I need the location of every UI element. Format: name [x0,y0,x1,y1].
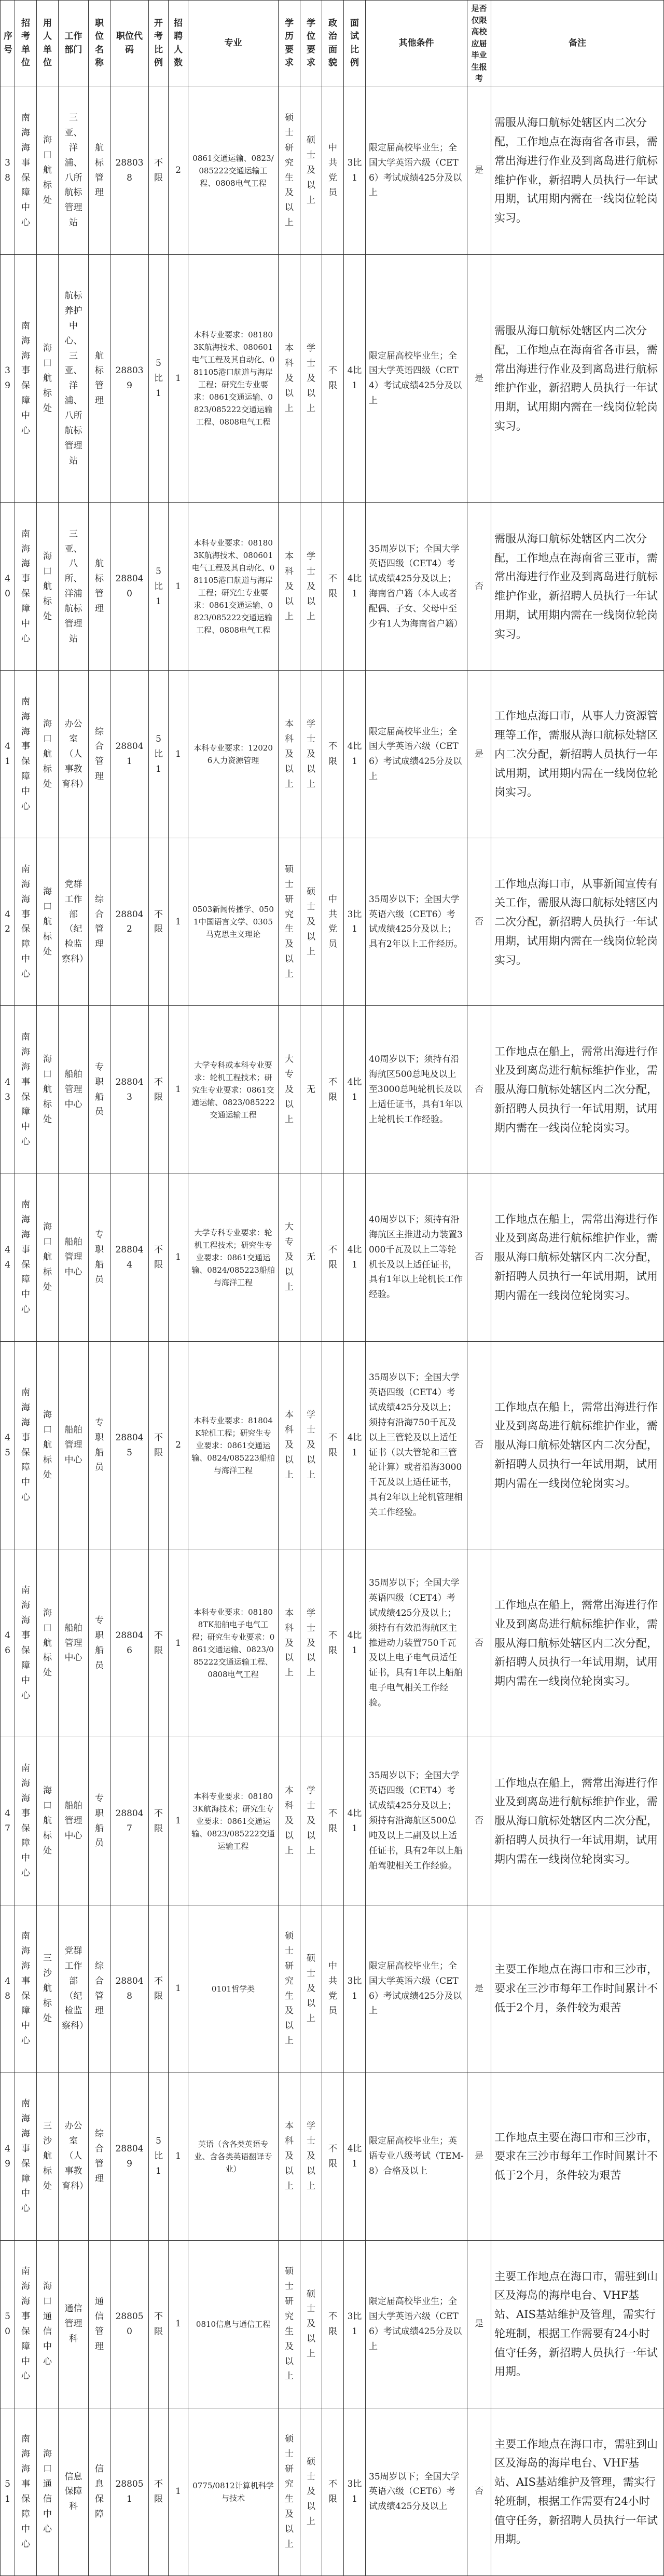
code-cell: 288038 [110,87,149,254]
dept-cell: 办公室（人事教育科） [59,671,89,838]
fresh-graduate-cell: 否 [467,1737,491,1905]
interview-ratio-cell: 4比1 [344,254,366,503]
interview-ratio-cell: 4比1 [344,671,366,838]
politics-cell: 不限 [322,1174,344,1341]
other-conditions-cell: 限定届高校毕业生；全国大学英语六级（CET6）考试成绩425分及以上 [366,2240,467,2408]
fresh-graduate-cell: 否 [467,503,491,671]
count-cell: 1 [169,838,188,1006]
header-cell: 面试比例 [344,1,366,87]
remark-cell: 工作地点在船上，需常出海进行作业及到离岛进行航标维护作业，需服从海口航标处辖区内二次分配，新招聘人员执行一年试用期，试用期内需在一线岗位轮岗实习。 [491,1341,664,1549]
other-conditions-cell: 35周岁以下；全国大学英语四级（CET4）考试成绩425分及以上；须持有有效沿海航区主推进动力装置750千瓦及以上电子电气员适任证书，具有1年以上船舶电子电气相关工作经验。 [366,1549,467,1737]
code-cell: 288047 [110,1737,149,1905]
dept-cell: 党群工作部（纪检监察科） [59,1905,89,2073]
code-cell: 288042 [110,838,149,1006]
dept-cell: 船舶管理中心 [59,1341,89,1549]
table-row [1,1174,664,1341]
count-cell: 1 [169,1737,188,1905]
ratio-cell: 5比1 [149,503,169,671]
header-cell: 学位要求 [300,1,322,87]
count-cell: 1 [169,2073,188,2240]
code-cell: 288041 [110,671,149,838]
seq-cell: 41 [1,671,15,838]
other-conditions-cell: 限定届高校毕业生；全国大学英语六级（CET6）考试成绩425分及以上 [366,671,467,838]
interview-ratio-cell: 4比1 [344,1737,366,1905]
dept-cell: 通信管理科 [59,2240,89,2408]
unit-cell: 南海海事保障中心 [15,2240,37,2408]
interview-ratio-cell: 3比1 [344,2408,366,2575]
politics-cell: 不限 [322,1006,344,1174]
seq-cell: 48 [1,1905,15,2073]
interview-ratio-cell: 4比1 [344,1174,366,1341]
ratio-cell: 不限 [149,1341,169,1549]
major-cell: 0810信息与通信工程 [188,2240,279,2408]
fresh-graduate-cell: 否 [467,1006,491,1174]
seq-cell: 49 [1,2073,15,2240]
seq-cell: 44 [1,1174,15,1341]
position-cell: 专职船员 [89,1341,110,1549]
fresh-graduate-cell: 否 [467,1341,491,1549]
other-conditions-cell: 限定届高校毕业生；英语专业八级考试（TEM-8）合格及以上 [366,2073,467,2240]
dept-cell: 办公室（人事教育科） [59,2073,89,2240]
fresh-graduate-cell: 否 [467,1549,491,1737]
politics-cell: 不限 [322,1549,344,1737]
remark-cell: 主要工作地点在海口市，需驻到山区及海岛的海岸电台、VHF基站、AIS基站维护及管理，需实行轮班制，根据工作需要有24小时值守任务，新招聘人员执行一年试用期。 [491,2408,664,2575]
other-conditions-cell: 35周岁以下；全国大学英语六级（CET6）考试成绩425分及以上；具有2年以上工作经历。 [366,838,467,1006]
major-cell: 本科专业要求：81804K轮机工程；研究生专业要求：0861交通运输、0824/085223船舶与海洋工程 [188,1341,279,1549]
count-cell: 2 [169,1341,188,1549]
header-cell: 招聘人数 [169,1,188,87]
major-cell: 0861交通运输、0823/085222交通运输工程、0808电气工程 [188,87,279,254]
education-cell: 硕士研究生及以上 [279,838,300,1006]
politics-cell: 不限 [322,2408,344,2575]
code-cell: 288051 [110,2408,149,2575]
header-cell: 序号 [1,1,15,87]
politics-cell: 中共党员 [322,838,344,1006]
ratio-cell: 不限 [149,2240,169,2408]
degree-cell: 学士及以上 [300,671,322,838]
interview-ratio-cell: 4比1 [344,1549,366,1737]
header-cell: 职位代码 [110,1,149,87]
table-row [1,87,664,254]
code-cell: 288049 [110,2073,149,2240]
unit-cell: 南海海事保障中心 [15,2073,37,2240]
interview-ratio-cell: 4比1 [344,2073,366,2240]
education-cell: 本科及以上 [279,671,300,838]
employer-cell: 海口航标处 [37,1174,59,1341]
interview-ratio-cell: 3比1 [344,1905,366,2073]
count-cell: 1 [169,1905,188,2073]
degree-cell: 无 [300,1174,322,1341]
major-cell: 大学专科或本科专业要求：轮机工程技术；研究生专业要求：0861交通运输、0823/085222交通运输工程 [188,1006,279,1174]
education-cell: 硕士研究生及以上 [279,2408,300,2575]
seq-cell: 47 [1,1737,15,1905]
fresh-graduate-cell: 否 [467,2408,491,2575]
politics-cell: 不限 [322,2240,344,2408]
position-cell: 专职船员 [89,1006,110,1174]
politics-cell: 不限 [322,671,344,838]
ratio-cell: 不限 [149,1905,169,2073]
politics-cell: 不限 [322,503,344,671]
education-cell: 硕士研究生及以上 [279,1905,300,2073]
position-cell: 综合管理 [89,2073,110,2240]
major-cell: 0101哲学类 [188,1905,279,2073]
dept-cell: 三亚、八所、洋浦航标管理站 [59,503,89,671]
header-cell: 其他条件 [366,1,467,87]
education-cell: 本科及以上 [279,2073,300,2240]
seq-cell: 40 [1,503,15,671]
dept-cell: 信息保障科 [59,2408,89,2575]
position-cell: 综合管理 [89,671,110,838]
remark-cell: 工作地点海口市，从事人力资源管理等工作，需服从海口航标处辖区内二次分配，新招聘人员执行一年试用期，试用期内需在一线岗位轮岗实习。 [491,671,664,838]
fresh-graduate-cell: 是 [467,1905,491,2073]
remark-cell: 需服从海口航标处辖区内二次分配，工作地点在海南省三亚市，需常出海进行作业及到离岛进行航标维护作业，新招聘人员执行一年试用期，试用期内需在一线岗位轮岗实习。 [491,503,664,671]
degree-cell: 学士及以上 [300,1737,322,1905]
employer-cell: 海口航标处 [37,87,59,254]
other-conditions-cell: 40周岁以下；须持有沿海航区主推进动力装置3000千瓦及以上二等轮机长及以上适任证书，具有1年以上轮机长工作经验。 [366,1174,467,1341]
seq-cell: 39 [1,254,15,503]
education-cell: 本科及以上 [279,1737,300,1905]
header-row [1,1,664,87]
education-cell: 本科及以上 [279,1341,300,1549]
seq-cell: 45 [1,1341,15,1549]
unit-cell: 南海海事保障中心 [15,503,37,671]
other-conditions-cell: 限定届高校毕业生；全国大学英语四级（CET4）考试成绩425分及以上 [366,254,467,503]
employer-cell: 海口航标处 [37,503,59,671]
table-row [1,1905,664,2073]
remark-cell: 工作地点在船上，需常出海进行作业及到离岛进行航标维护作业，需服从海口航标处辖区内二次分配，新招聘人员执行一年试用期，试用期内需在一线岗位轮岗实习。 [491,1549,664,1737]
table-row [1,1006,664,1174]
table-row [1,2073,664,2240]
seq-cell: 51 [1,2408,15,2575]
header-cell: 工作部门 [59,1,89,87]
employer-cell: 三沙航标处 [37,2073,59,2240]
dept-cell: 船舶管理中心 [59,1737,89,1905]
code-cell: 288046 [110,1549,149,1737]
ratio-cell: 不限 [149,87,169,254]
degree-cell: 硕士及以上 [300,1905,322,2073]
employer-cell: 海口航标处 [37,254,59,503]
fresh-graduate-cell: 是 [467,671,491,838]
dept-cell: 船舶管理中心 [59,1006,89,1174]
position-cell: 专职船员 [89,1174,110,1341]
education-cell: 大专及以上 [279,1174,300,1341]
other-conditions-cell: 35周岁以下；全国大学英语四级（CET4）考试成绩425分及以上；海南省户籍（本人或者配偶、子女、父母中至少有1人为海南省户籍） [366,503,467,671]
position-cell: 信息保障 [89,2408,110,2575]
ratio-cell: 不限 [149,838,169,1006]
employer-cell: 海口航标处 [37,1006,59,1174]
unit-cell: 南海海事保障中心 [15,254,37,503]
other-conditions-cell: 40周岁以下；须持有沿海航区500总吨及以上至3000总吨轮机长及以上适任证书，具有1年以上轮机长工作经验。 [366,1006,467,1174]
degree-cell: 硕士及以上 [300,87,322,254]
interview-ratio-cell: 3比1 [344,838,366,1006]
interview-ratio-cell: 4比1 [344,503,366,671]
other-conditions-cell: 35周岁以下；全国大学英语四级（CET4）考试成绩425分及以上；须持有沿海750千瓦及以上三管轮及以上适任证书（以大管轮和三管轮计算）或者沿海3000千瓦及以上适任证书，具有2年以上轮机管理相关工作经验。 [366,1341,467,1549]
seq-cell: 46 [1,1549,15,1737]
interview-ratio-cell: 3比1 [344,2240,366,2408]
header-cell: 用人单位 [37,1,59,87]
code-cell: 288044 [110,1174,149,1341]
seq-cell: 50 [1,2240,15,2408]
ratio-cell: 不限 [149,1174,169,1341]
position-cell: 综合管理 [89,838,110,1006]
dept-cell: 航标养护中心、三亚、洋浦、八所航标管理站 [59,254,89,503]
degree-cell: 硕士及以上 [300,2240,322,2408]
dept-cell: 船舶管理中心 [59,1174,89,1341]
count-cell: 1 [169,1174,188,1341]
remark-cell: 工作地点在船上，需常出海进行作业及到离岛进行航标维护作业，需服从海口航标处辖区内二次分配，新招聘人员执行一年试用期，试用期内需在一线岗位轮岗实习。 [491,1737,664,1905]
politics-cell: 中共党员 [322,1905,344,2073]
table-row [1,2240,664,2408]
code-cell: 288039 [110,254,149,503]
employer-cell: 海口航标处 [37,671,59,838]
count-cell: 1 [169,1549,188,1737]
position-cell: 综合管理 [89,1905,110,2073]
ratio-cell: 不限 [149,1549,169,1737]
table-row [1,503,664,671]
unit-cell: 南海海事保障中心 [15,1174,37,1341]
unit-cell: 南海海事保障中心 [15,1549,37,1737]
header-cell: 招考单位 [15,1,37,87]
politics-cell: 不限 [322,254,344,503]
major-cell: 本科专业要求：081808TK船舶电子电气工程；研究生专业要求：0861交通运输、0823/085222交通运输工程、0808电气工程 [188,1549,279,1737]
unit-cell: 南海海事保障中心 [15,1341,37,1549]
ratio-cell: 5比1 [149,2073,169,2240]
code-cell: 288040 [110,503,149,671]
count-cell: 1 [169,671,188,838]
count-cell: 1 [169,2408,188,2575]
fresh-graduate-cell: 是 [467,2073,491,2240]
education-cell: 本科及以上 [279,254,300,503]
major-cell: 0503新闻传播学、0501中国语言文学、0305马克思主义理论 [188,838,279,1006]
position-cell: 航标管理 [89,503,110,671]
count-cell: 1 [169,1006,188,1174]
education-cell: 硕士研究生及以上 [279,2240,300,2408]
table-row [1,838,664,1006]
fresh-graduate-cell: 是 [467,2240,491,2408]
code-cell: 288045 [110,1341,149,1549]
remark-cell: 需服从海口航标处辖区内二次分配，工作地点在海南省各市县，需常出海进行作业及到离岛进行航标维护作业，新招聘人员执行一年试用期，试用期内需在一线岗位轮岗实习。 [491,87,664,254]
unit-cell: 南海海事保障中心 [15,1006,37,1174]
employer-cell: 海口航标处 [37,838,59,1006]
seq-cell: 42 [1,838,15,1006]
table-row [1,1737,664,1905]
header-cell: 开考比例 [149,1,169,87]
politics-cell: 中共党员 [322,87,344,254]
seq-cell: 43 [1,1006,15,1174]
position-cell: 航标管理 [89,254,110,503]
dept-cell: 三亚、洋浦、八所航标管理站 [59,87,89,254]
header-cell: 备注 [491,1,664,87]
table-row [1,1549,664,1737]
unit-cell: 南海海事保障中心 [15,838,37,1006]
employer-cell: 海口航标处 [37,1737,59,1905]
fresh-graduate-cell: 否 [467,1174,491,1341]
unit-cell: 南海海事保障中心 [15,2408,37,2575]
degree-cell: 硕士及以上 [300,2408,322,2575]
position-cell: 通信管理 [89,2240,110,2408]
ratio-cell: 不限 [149,2408,169,2575]
ratio-cell: 5比1 [149,671,169,838]
education-cell: 本科及以上 [279,1549,300,1737]
unit-cell: 南海海事保障中心 [15,1905,37,2073]
position-cell: 航标管理 [89,87,110,254]
header-cell: 是否仅限高校应届毕业生报考 [467,1,491,87]
other-conditions-cell: 35周岁以下；全国大学英语四级（CET4）考试成绩425分及以上；须持有沿海航区500总吨及以上二副及以上适任证书，具有2年以上船舶驾驶相关工作经验。 [366,1737,467,1905]
count-cell: 1 [169,254,188,503]
employer-cell: 海口通信中心 [37,2408,59,2575]
remark-cell: 主要工作地点在海口市，需驻到山区及海岛的海岸电台、VHF基站、AIS基站维护及管理，需实行轮班制，根据工作需要有24小时值守任务，新招聘人员执行一年试用期。 [491,2240,664,2408]
count-cell: 2 [169,87,188,254]
dept-cell: 党群工作部（纪检监察科） [59,838,89,1006]
header-cell: 职位名称 [89,1,110,87]
major-cell: 英语（含各类英语专业、含各类英语翻译专业） [188,2073,279,2240]
ratio-cell: 5比1 [149,254,169,503]
interview-ratio-cell: 4比1 [344,1341,366,1549]
major-cell: 本科专业要求：120206人力资源管理 [188,671,279,838]
table-row [1,254,664,503]
major-cell: 本科专业要求：081803K航海技术、080601电气工程及其自动化、081105港口航道与海岸工程；研究生专业要求：0861交通运输、0823/085222交通运输工程、0808电气工程 [188,254,279,503]
remark-cell: 工作地点海口市，从事新闻宣传有关工作，需服从海口航标处辖区内二次分配，新招聘人员执行一年试用期，试用期内需在一线岗位轮岗实习。 [491,838,664,1006]
unit-cell: 南海海事保障中心 [15,671,37,838]
politics-cell: 不限 [322,1737,344,1905]
remark-cell: 需服从海口航标处辖区内二次分配，工作地点在海南省各市县，需常出海进行作业及到离岛进行航标维护作业，新招聘人员执行一年试用期，试用期内需在一线岗位轮岗实习。 [491,254,664,503]
remark-cell: 主要工作地点在海口市和三沙市，要求在三沙市每年工作时间累计不低于2个月，条件较为艰苦 [491,1905,664,2073]
degree-cell: 学士及以上 [300,1549,322,1737]
seq-cell: 38 [1,87,15,254]
degree-cell: 学士及以上 [300,254,322,503]
header-cell: 政治面貌 [322,1,344,87]
degree-cell: 学士及以上 [300,2073,322,2240]
politics-cell: 不限 [322,2073,344,2240]
other-conditions-cell: 限定届高校毕业生；全国大学英语六级（CET6）考试成绩425分及以上 [366,1905,467,2073]
remark-cell: 工作地点在船上，需常出海进行作业及到离岛进行航标维护作业，需服从海口航标处辖区内二次分配，新招聘人员执行一年试用期，试用期内需在一线岗位轮岗实习。 [491,1006,664,1174]
employer-cell: 海口航标处 [37,1341,59,1549]
ratio-cell: 不限 [149,1737,169,1905]
interview-ratio-cell: 4比1 [344,1006,366,1174]
position-cell: 专职船员 [89,1549,110,1737]
ratio-cell: 不限 [149,1006,169,1174]
remark-cell: 工作地点主要在海口市和三沙市，要求在三沙市每年工作时间累计不低于2个月，条件较为艰苦 [491,2073,664,2240]
major-cell: 大学专科专业要求：轮机工程技术；研究生专业要求：0861交通运输、0824/085223船舶与海洋工程 [188,1174,279,1341]
employer-cell: 海口航标处 [37,1549,59,1737]
code-cell: 288050 [110,2240,149,2408]
fresh-graduate-cell: 否 [467,838,491,1006]
degree-cell: 无 [300,1006,322,1174]
header-cell: 学历要求 [279,1,300,87]
politics-cell: 不限 [322,1341,344,1549]
other-conditions-cell: 限定届高校毕业生；全国大学英语六级（CET6）考试成绩425分及以上 [366,87,467,254]
count-cell: 1 [169,503,188,671]
unit-cell: 南海海事保障中心 [15,87,37,254]
remark-cell: 工作地点在船上，需常出海进行作业及到离岛进行航标维护作业，需服从海口航标处辖区内二次分配，新招聘人员执行一年试用期，试用期内需在一线岗位轮岗实习。 [491,1174,664,1341]
code-cell: 288048 [110,1905,149,2073]
fresh-graduate-cell: 是 [467,87,491,254]
table-body [1,87,664,2576]
code-cell: 288043 [110,1006,149,1174]
major-cell: 本科专业要求：081803K航海技术、080601电气工程及其自动化、081105港口航道与海岸工程；研究生专业要求：0861交通运输、0823/085222交通运输工程、0808电气工程 [188,503,279,671]
header-cell: 专业 [188,1,279,87]
unit-cell: 南海海事保障中心 [15,1737,37,1905]
degree-cell: 学士及以上 [300,1341,322,1549]
major-cell: 本科专业要求：081803K航海技术；研究生专业要求：0861交通运输、0823/085222交通运输工程 [188,1737,279,1905]
degree-cell: 学士及以上 [300,503,322,671]
dept-cell: 船舶管理中心 [59,1549,89,1737]
major-cell: 0775/0812计算机科学与技术 [188,2408,279,2575]
table-row [1,2408,664,2575]
degree-cell: 硕士及以上 [300,838,322,1006]
table-row [1,1341,664,1549]
position-cell: 专职船员 [89,1737,110,1905]
other-conditions-cell: 35周岁以下；全国大学英语六级（CET6）考试成绩425分及以上 [366,2408,467,2575]
fresh-graduate-cell: 是 [467,254,491,503]
education-cell: 大专及以上 [279,1006,300,1174]
employer-cell: 海口通信中心 [37,2240,59,2408]
interview-ratio-cell: 3比1 [344,87,366,254]
table-row [1,671,664,838]
count-cell: 1 [169,2240,188,2408]
education-cell: 本科及以上 [279,503,300,671]
employer-cell: 三沙航标处 [37,1905,59,2073]
education-cell: 硕士研究生及以上 [279,87,300,254]
